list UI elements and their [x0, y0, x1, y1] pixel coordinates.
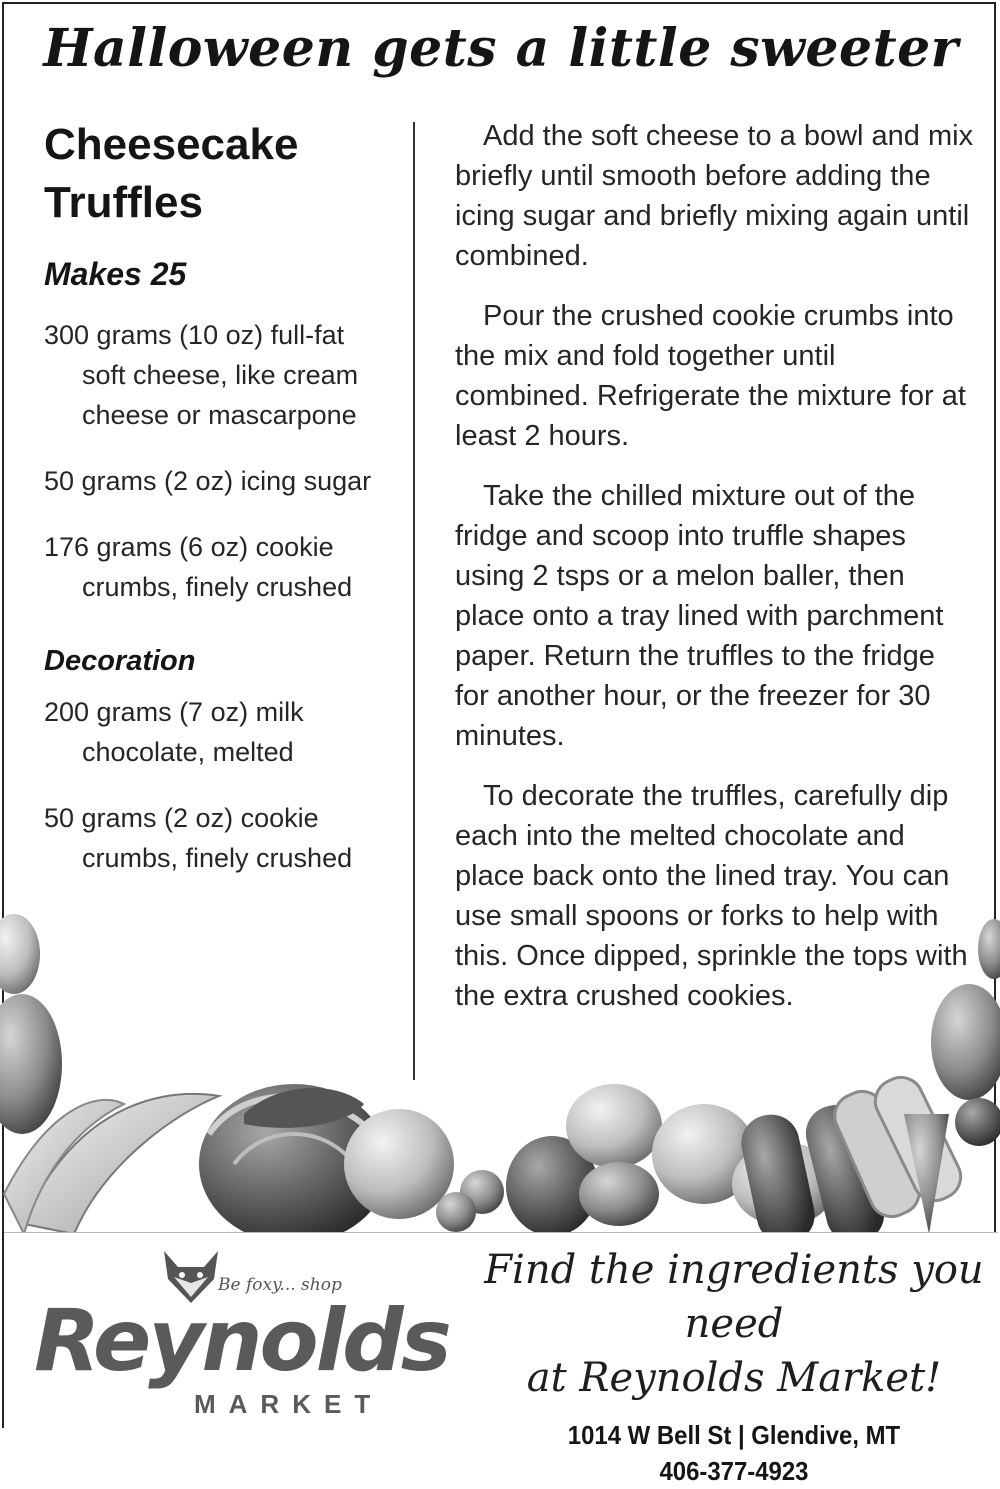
cta-line1: Find the ingredients you need — [484, 1247, 984, 1347]
ingredient-item: 300 grams (10 oz) full-fat soft cheese, like cream cheese or mascarpone — [44, 320, 359, 430]
ad-frame — [2, 2, 996, 1486]
decoration-item: 50 grams (2 oz) cookie crumbs, finely crushed — [44, 803, 353, 873]
store-phone: 406-377-4923 — [659, 1456, 809, 1486]
cta-line2: at Reynolds Market! — [526, 1355, 942, 1401]
recipe-title-line2: Truffles — [44, 178, 203, 227]
lime — [579, 1162, 659, 1226]
store-info — [474, 1243, 994, 1489]
recipe-title-line1: Cheesecake — [44, 120, 299, 169]
footer — [4, 1232, 998, 1486]
ingredients-column — [44, 116, 394, 904]
decoration-heading: Decoration — [44, 645, 196, 677]
method-step: Add the soft cheese to a bowl and mix briefly until smooth before adding the icing sugar and briefly mixing again until combined. — [455, 120, 974, 272]
bell-pepper — [931, 984, 1000, 1100]
method-step: Take the chilled mixture out of the fridge and scoop into truffle shapes using 2 tsps or a melon baller, then place onto a tray lined with parchment paper. Return the truffles to the fridge for another hour, or the freezer for 30 minutes. — [455, 480, 944, 752]
decoration-item: 200 grams (7 oz) milk chocolate, melted — [44, 697, 304, 767]
store-address: 1014 W Bell St | Glendive, MT — [567, 1420, 901, 1450]
apple-left — [0, 914, 40, 994]
logo-tagline: Be foxy... shop — [218, 1275, 342, 1295]
orange — [344, 1109, 454, 1219]
method-step: Pour the crushed cookie crumbs into the mix and fold together until combined. Refrigerate the mixture for at least 2 hours. — [455, 300, 966, 452]
yield-label: Makes 25 — [44, 256, 187, 292]
ingredient-item: 176 grams (6 oz) cookie crumbs, finely crushed — [44, 532, 353, 602]
potato — [566, 1084, 662, 1168]
fruit-left-edge — [0, 994, 62, 1134]
method-step: To decorate the truffles, carefully dip each into the melted chocolate and place back onto the lined tray. You can use small spoons or forks to help with this. Once dipped, sprinkle the tops with the extra crushed cookies. — [455, 780, 968, 1012]
logo-market: MARKET — [194, 1389, 384, 1419]
tomato-2 — [436, 1192, 476, 1232]
tomato-right — [955, 1098, 1000, 1146]
logo-wordmark: Reynolds — [34, 1291, 449, 1391]
fruit-right-edge — [978, 919, 1000, 979]
headline: Halloween gets a little sweeter — [43, 18, 959, 79]
ingredient-item: 50 grams (2 oz) icing sugar — [44, 466, 372, 496]
produce-illustration — [4, 864, 998, 1234]
store-logo — [26, 1247, 466, 1417]
